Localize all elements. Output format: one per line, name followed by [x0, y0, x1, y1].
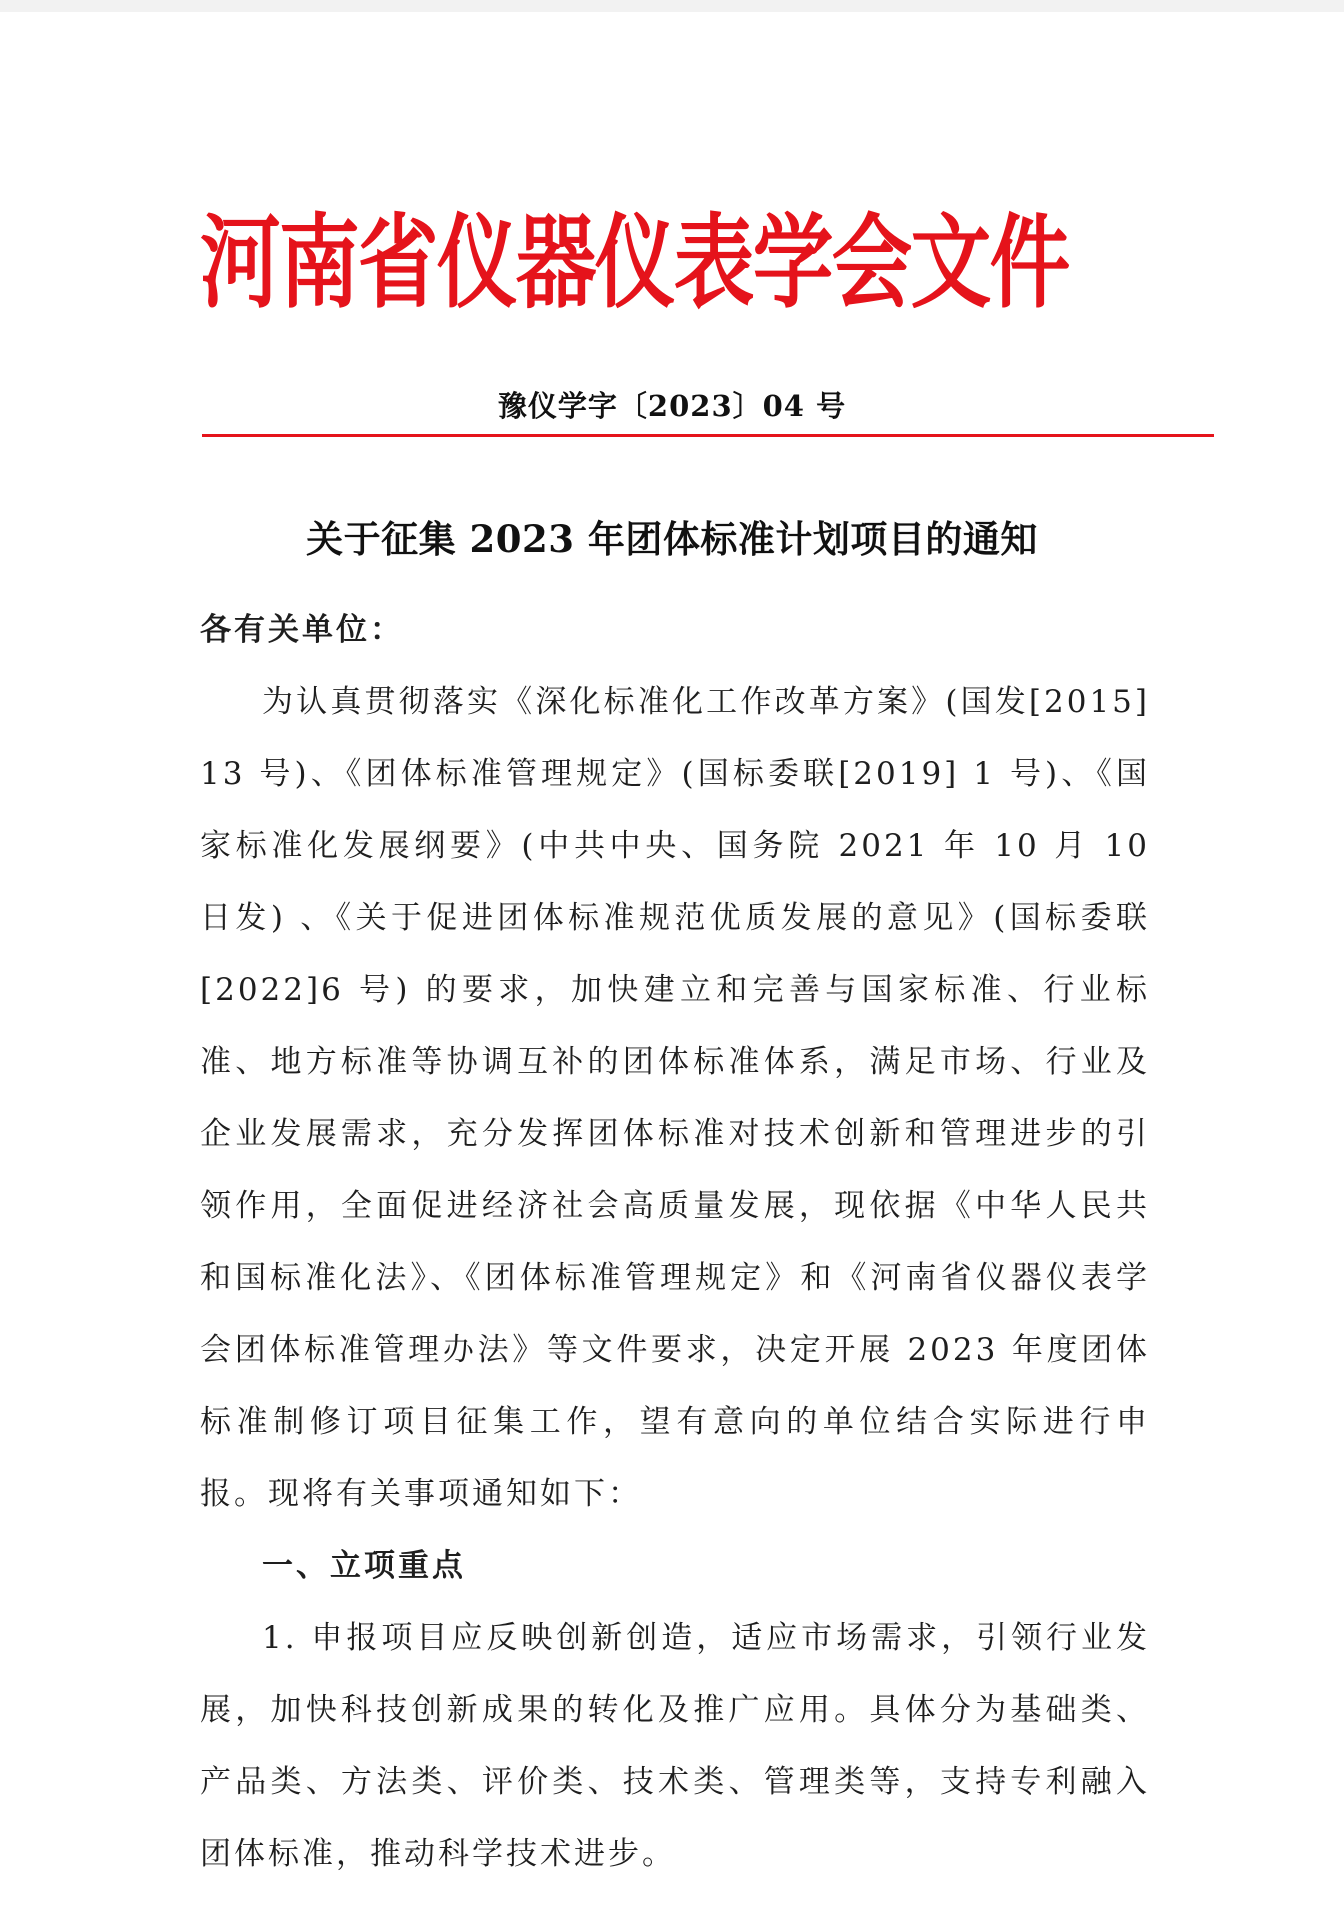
section-paragraph: 1. 申报项目应反映创新创造，适应市场需求，引领行业发展，加快科技创新成果的转化及推广应用。具体分为基础类、 产品类、方法类、评价类、技术类、管理类等，支持专利融入团体标准，推动科学技术进步。	[200, 1620, 1150, 1872]
salutation: 各有关单位：	[200, 612, 404, 648]
notice-title: 关于征集 2023 年团体标准计划项目的通知	[306, 517, 1038, 561]
document-number: 豫仪学字〔2023〕04 号	[497, 389, 847, 423]
intro-paragraph: 为认真贯彻落实《深化标准化工作改革方案》(国发[2015] 13 号)、《团体标准管理规定》(国标委联[2019] 1 号)、《国家标准化发展纲要》(中共中央、国务院 2021 年 10 月 10 日发) 、《关于促进团体标准规范优质发展的意见》(国标委联[2022]6 号) 的要求，加快建立和完善与国家标准、行业标准、地方标准等协调互补的团体标准体系，满足市场、行业及企业发展需求，充分发挥团体标准对技术创新和管理进步的引领作用，全面促进经济社会高质量发展，现依据《中华人民共和国标准化法》、《团体标准管理规定》和《河南省仪器仪表学会团体标准管理办法》等文件要求，决定开展 2023 年度团体标准制修订项目征集工作，望有意向的单位结合实际进行申报。现将有关事项通知如下：	[200, 684, 1150, 1512]
masthead-title: 河南省仪器仪表学会文件	[200, 203, 1069, 323]
top-strip	[0, 0, 1344, 12]
section-heading: 一、立项重点	[262, 1548, 466, 1584]
document-page	[0, 12, 1344, 1925]
document-body	[200, 594, 1150, 1890]
red-divider-line	[202, 434, 1214, 437]
